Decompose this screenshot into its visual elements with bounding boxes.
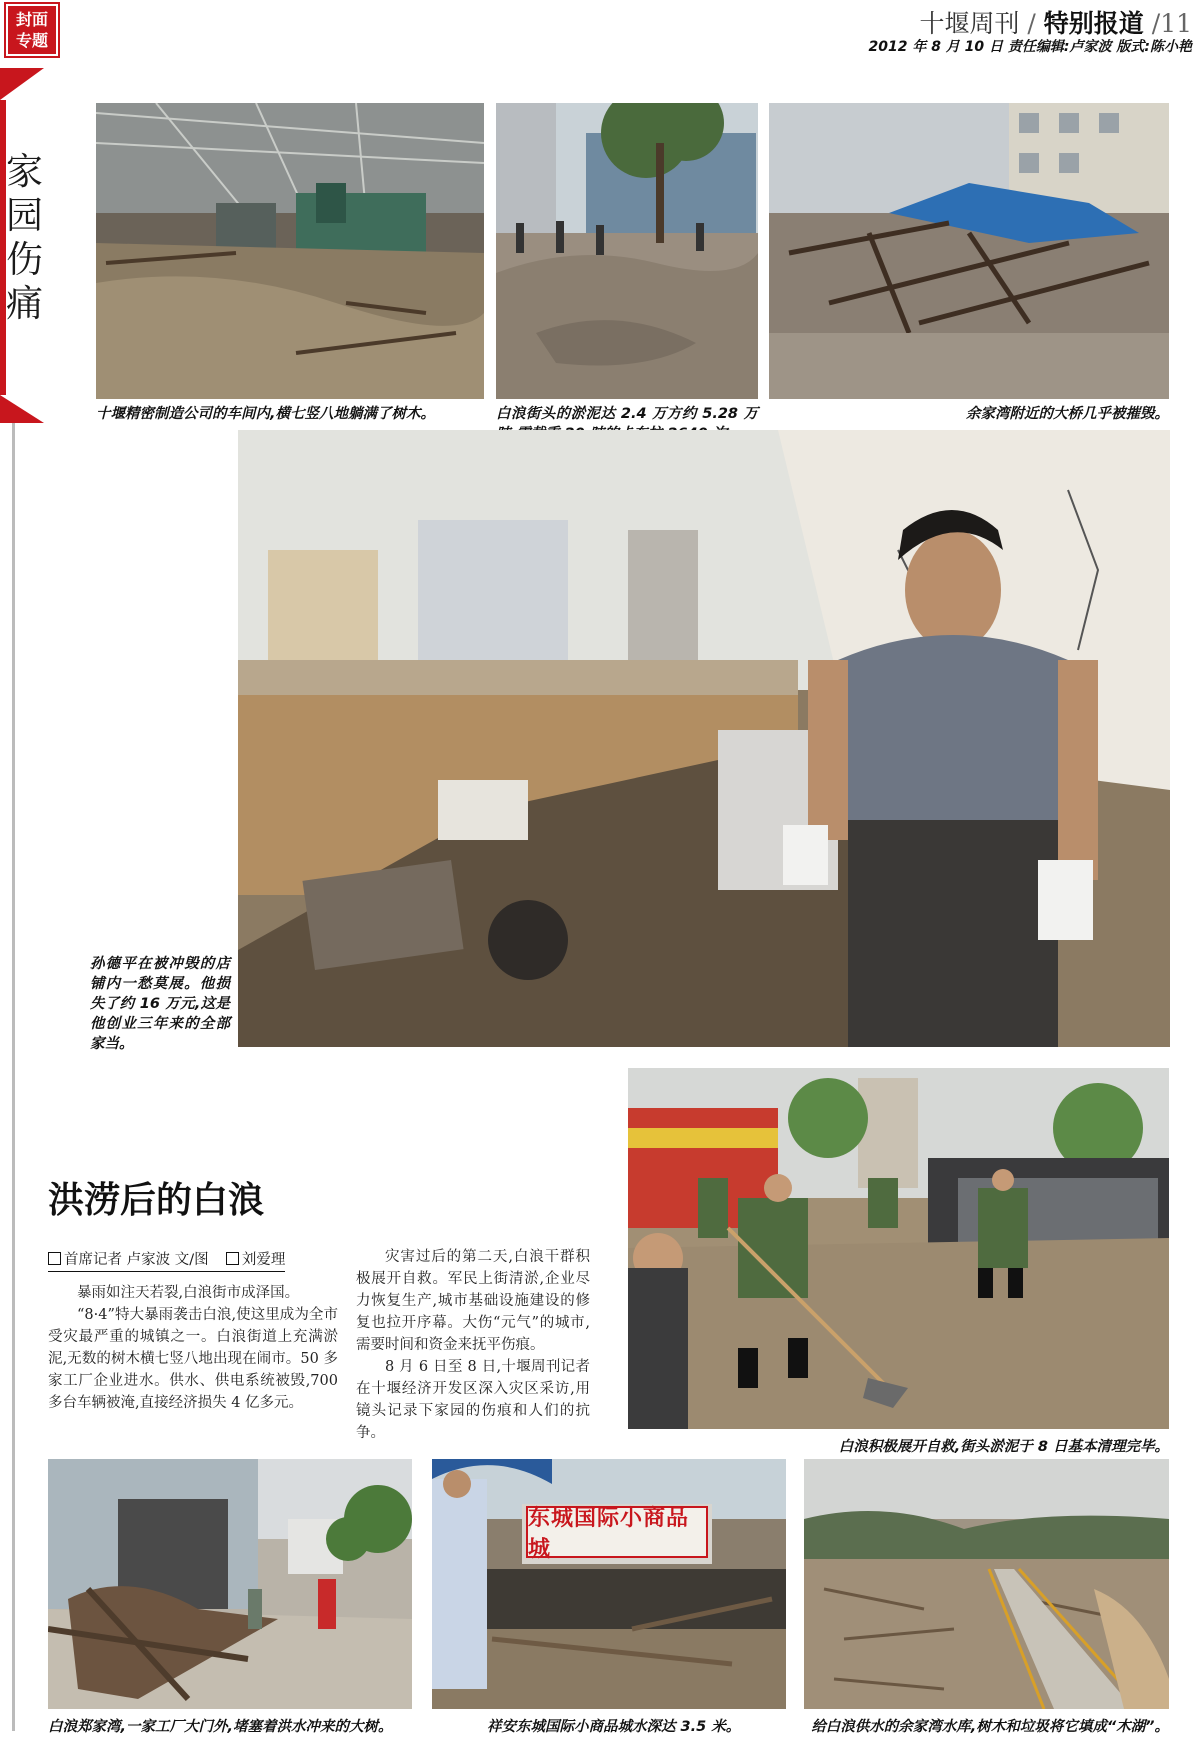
workshop-photo: [96, 103, 484, 399]
workshop-caption: 十堰精密制造公司的车间内,横七竖八地躺满了树木。: [96, 406, 436, 422]
silt-street-caption: 白浪街头的淤泥达 2.4 万方约 5.28 万: [496, 406, 758, 422]
section-name: 特别报道: [1043, 9, 1144, 38]
street-cleanup-photo: [628, 1068, 1169, 1429]
byline-box-icon: [48, 1252, 61, 1265]
reservoir-caption: 给白浪供水的余家湾水库,树木和垃圾将它填成“木湖”。: [811, 1719, 1169, 1735]
mall-sign: 东城国际小商品城: [526, 1506, 708, 1558]
article-column-1: [48, 1282, 338, 1414]
shop-owner-photo: [238, 430, 1170, 1047]
article-paragraph: 灾害过后的第二天,白浪干群积极展开自救。军民上街清淤,企业尽力恢复生产,城市基础设施建设的修复也拉开序幕。大伤“元气”的城市,需要时间和资金来抚平伤痕。: [356, 1249, 590, 1353]
mall-flood-photo: [432, 1459, 786, 1709]
byline-reporter: 首席记者 卢家波 文/图: [64, 1252, 209, 1268]
section-title-vertical: 家 园 伤 痛: [6, 150, 43, 325]
mall-flood-caption: 祥安东城国际小商品城水深达 3.5 米。: [487, 1719, 741, 1735]
rail-gray-line: [12, 423, 15, 1731]
article-paragraph: “8·4”特大暴雨袭击白浪,使这里成为全市受灾最严重的城镇之一。白浪街道上充满淤泥,无数的树木横七竖八地出现在闹市。50 多家工厂企业进水。供水、供电系统被毁,700 多台车辆被淹,直接经济损失 4 亿多元。: [48, 1307, 338, 1411]
reservoir-photo: [804, 1459, 1169, 1709]
article-paragraph: 暴雨如注天若裂,白浪街市成泽国。: [77, 1285, 300, 1301]
rail-bottom-ribbon: [0, 395, 44, 423]
article-headline: 洪涝后的白浪: [48, 1179, 265, 1221]
cover-topic-seal: [6, 4, 58, 56]
byline-box-icon: [226, 1252, 239, 1265]
publication-header: 十堰周刊 / 特别报道 /11: [919, 9, 1192, 38]
destroyed-bridge-caption: 余家湾附近的大桥几乎被摧毁。: [966, 406, 1169, 422]
street-cleanup-caption: 白浪积极展开自救,街头淤泥于 8 日基本清理完毕。: [838, 1439, 1169, 1455]
destroyed-bridge-photo: [769, 103, 1169, 399]
silt-street-photo: [496, 103, 758, 399]
byline-editor: 刘爱理: [241, 1252, 286, 1268]
article-byline: [48, 1248, 285, 1272]
seal-line-1: 封面: [15, 10, 48, 29]
publication-name: 十堰周刊: [919, 9, 1020, 38]
date-editor-line: 2012 年 8 月 10 日 责任编辑:卢家波 版式:陈小艳: [868, 39, 1192, 55]
factory-gate-photo: [48, 1459, 412, 1709]
article-column-2: [356, 1246, 590, 1444]
factory-gate-caption: 白浪郑家湾,一家工厂大门外,堵塞着洪水冲来的大树。: [48, 1719, 393, 1735]
page-number: /11: [1151, 9, 1192, 38]
seal-line-2: 专题: [15, 31, 48, 50]
article-paragraph: 8 月 6 日至 8 日,十堰周刊记者在十堰经济开发区深入灾区采访,用镜头记录下家园的伤痕和人们的抗争。: [356, 1359, 590, 1441]
shop-owner-caption: 孙德平在被冲毁的店铺内一愁莫展。他损失了约 16 万元,这是他创业三年来的全部家当。: [90, 956, 230, 1052]
rail-top-ribbon: [0, 68, 44, 100]
